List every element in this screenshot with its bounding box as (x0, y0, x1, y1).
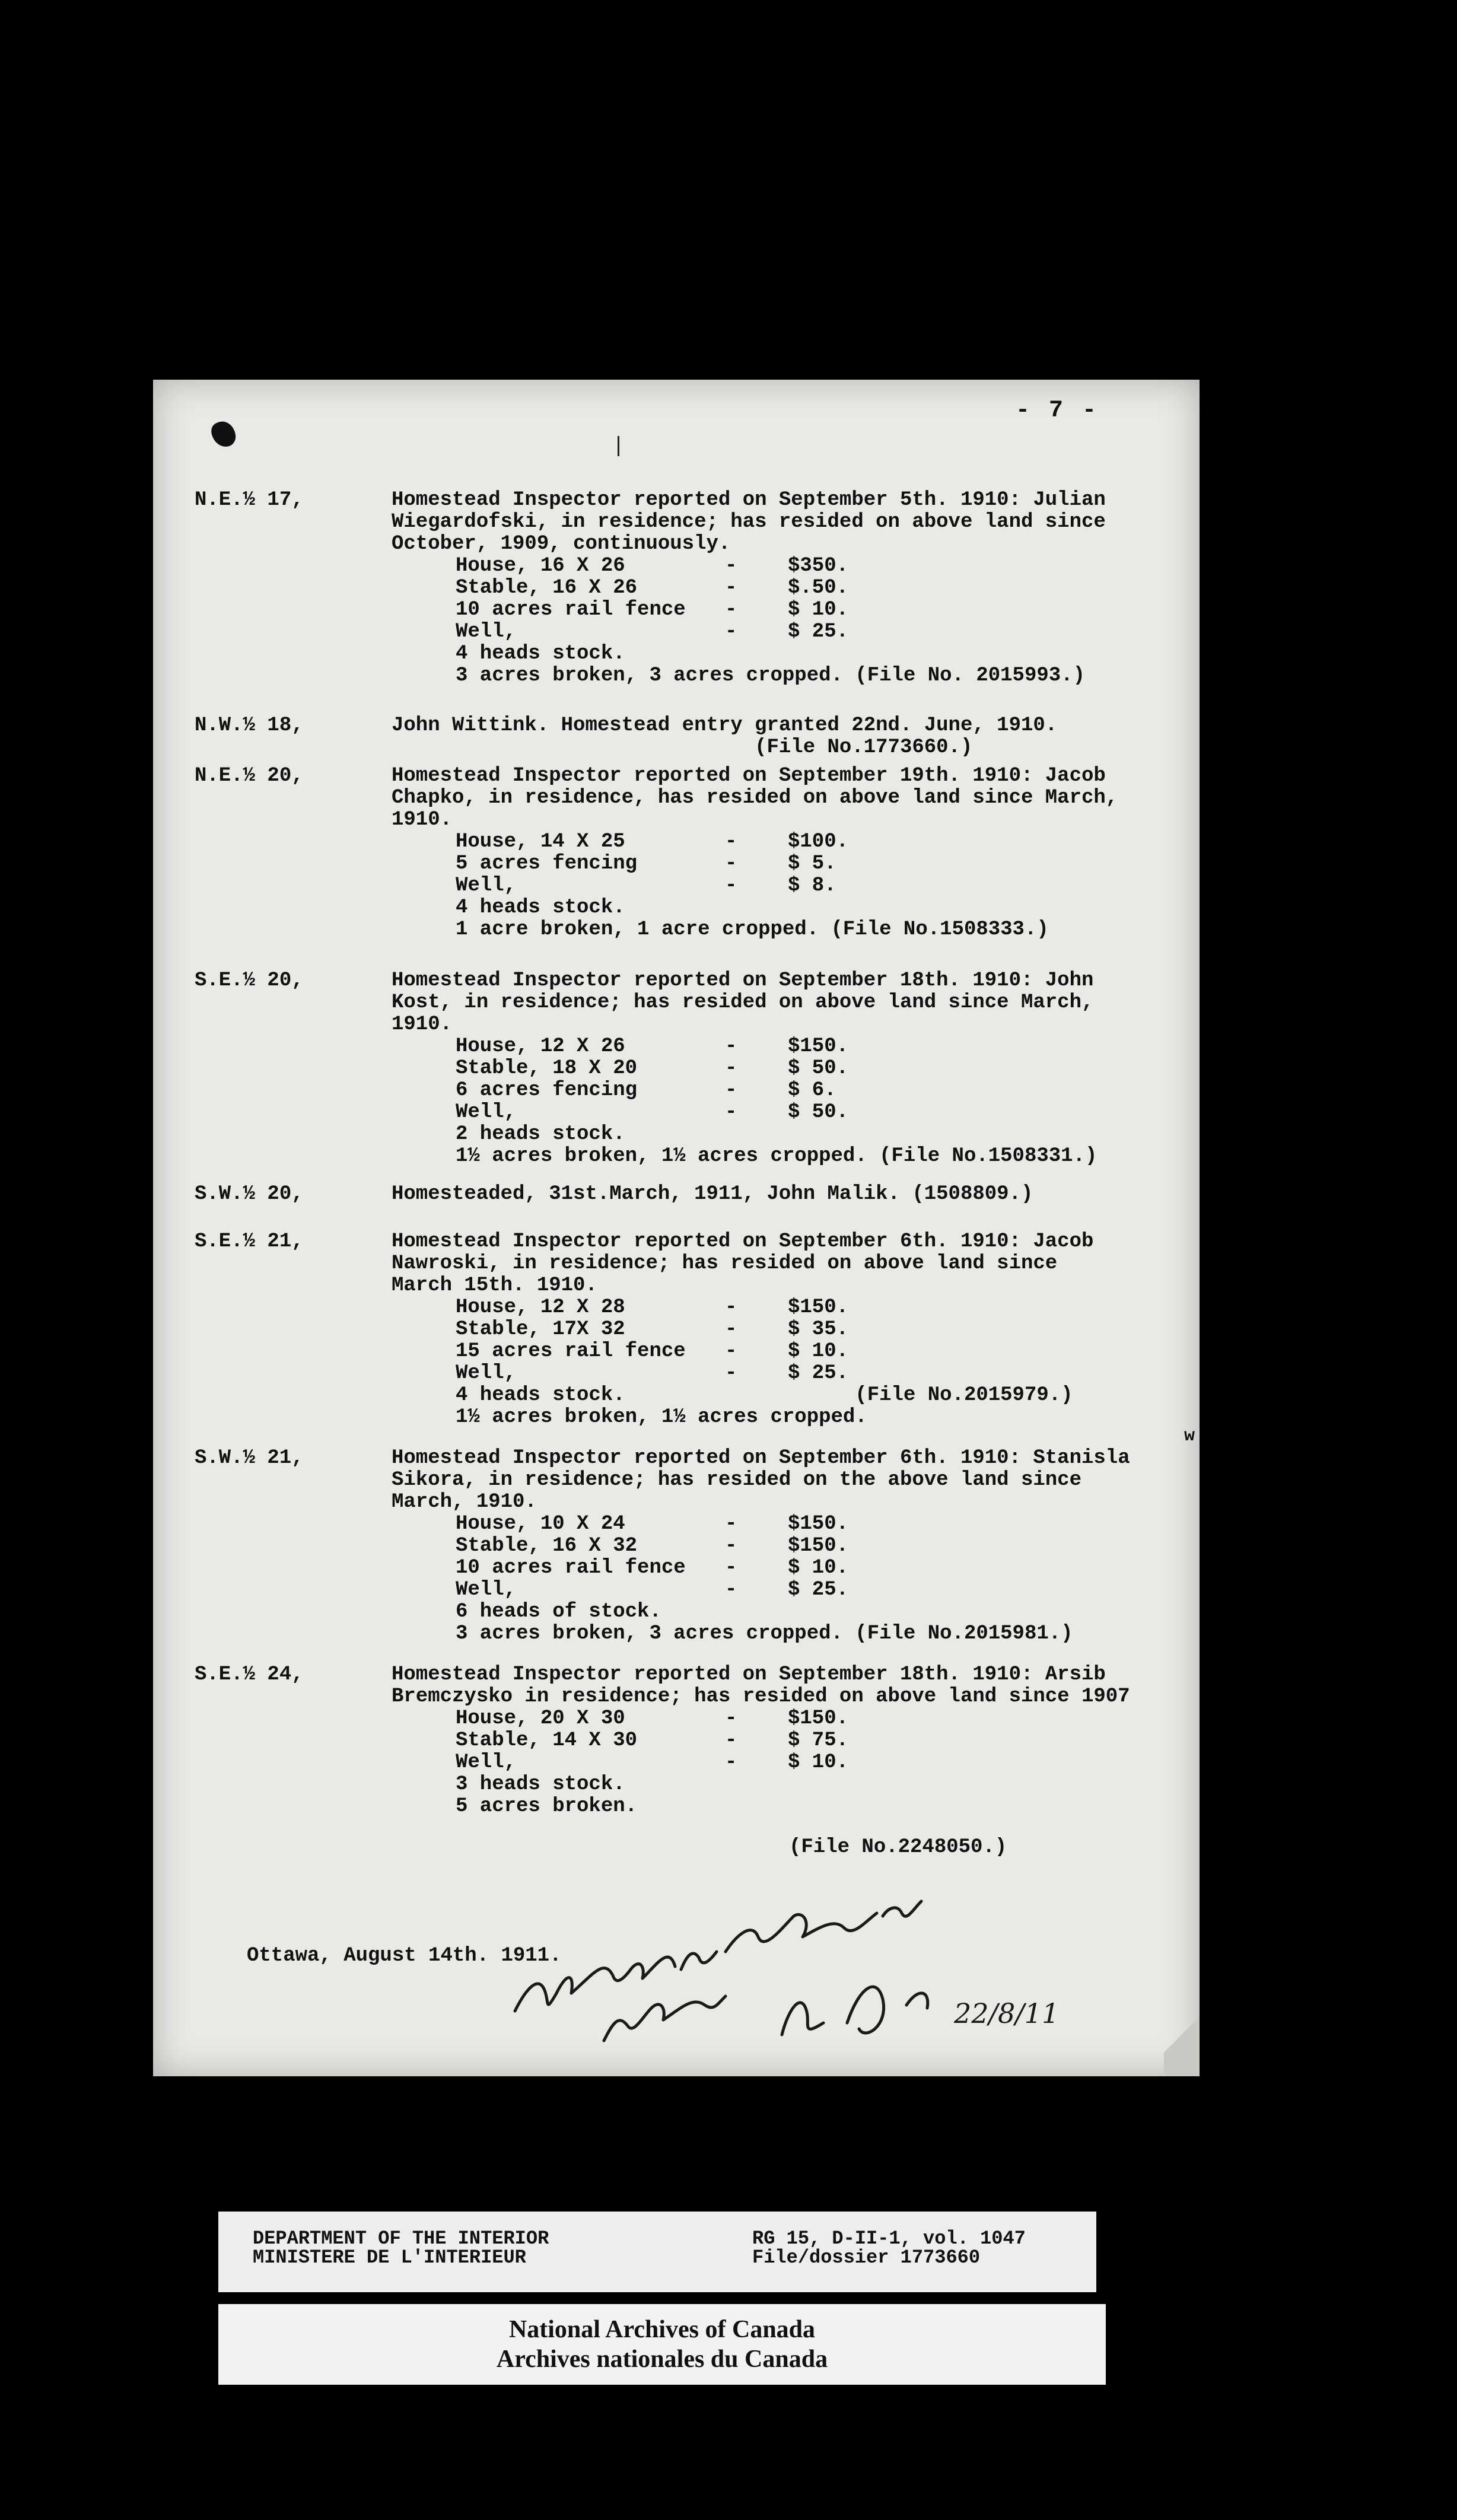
improvement-label: Well, (456, 1101, 517, 1124)
svg-text:22/8/11: 22/8/11 (954, 1997, 1060, 2029)
improvement-value: $ 25. (788, 621, 849, 643)
improvement-label: Stable, 18 X 20 (456, 1057, 638, 1080)
document-sheet (153, 380, 1200, 2076)
separator-dash: - (725, 555, 737, 577)
improvement-value: $150. (788, 1513, 849, 1535)
improvement-label: 5 acres fencing (456, 852, 638, 875)
file-dossier: File/dossier 1773660 (752, 2247, 981, 2268)
report-line: March, 1910. (392, 1491, 537, 1513)
separator-dash: - (725, 1729, 737, 1752)
separator-dash: - (725, 852, 737, 875)
separator-dash: - (725, 1707, 737, 1730)
report-line: Bremczysko in residence; has resided on above land since 1907 (392, 1685, 1130, 1708)
summary-line: 4 heads stock. (456, 642, 625, 665)
separator-dash: - (725, 1296, 737, 1319)
separator-dash: - (725, 874, 737, 897)
improvement-label: House, 14 X 25 (456, 831, 625, 853)
improvement-label: Stable, 16 X 32 (456, 1535, 638, 1557)
improvement-value: $ 25. (788, 1362, 849, 1385)
report-line: (File No.1773660.) (392, 736, 973, 759)
report-line: Homestead Inspector reported on September 6th. 1910: Stanisla (392, 1447, 1130, 1469)
report-line: Homestead Inspector reported on September 19th. 1910: Jacob (392, 765, 1106, 787)
improvement-value: $.50. (788, 577, 849, 599)
department-fr: MINISTERE DE L'INTERIEUR (253, 2247, 526, 2268)
stray-mark: w (1184, 1426, 1195, 1446)
improvement-label: Stable, 17X 32 (456, 1318, 625, 1341)
land-location: N.E.½ 17, (195, 489, 304, 511)
archives-name-fr: Archives nationales du Canada (496, 2346, 828, 2373)
improvement-value: $350. (788, 555, 849, 577)
record-group: RG 15, D-II-1, vol. 1047 (752, 2228, 1026, 2249)
archives-name-en: National Archives of Canada (508, 2316, 816, 2343)
improvement-label: 10 acres rail fence (456, 599, 686, 621)
improvement-label: House, 12 X 26 (456, 1035, 625, 1058)
report-line: Homestead Inspector reported on September 18th. 1910: John (392, 969, 1094, 992)
improvement-label: House, 12 X 28 (456, 1296, 625, 1319)
separator-dash: - (725, 831, 737, 853)
separator-dash: - (725, 1535, 737, 1557)
separator-dash: - (725, 577, 737, 599)
separator-dash: - (725, 1513, 737, 1535)
report-line: Sikora, in residence; has resided on the above land since (392, 1469, 1081, 1491)
improvement-label: 10 acres rail fence (456, 1557, 686, 1579)
archive-reference-stamp (218, 2212, 1096, 2292)
report-line: Homestead Inspector reported on September 6th. 1910: Jacob (392, 1230, 1094, 1253)
report-line: Homesteaded, 31st.March, 1911, John Malik. (1508809.) (392, 1183, 1033, 1205)
report-line: Nawroski, in residence; has resided on above land since (392, 1252, 1058, 1275)
improvement-label: Well, (456, 1579, 517, 1601)
report-line: 1910. (392, 809, 453, 831)
summary-line: 2 heads stock. (456, 1123, 625, 1146)
improvement-label: 15 acres rail fence (456, 1340, 686, 1363)
separator-dash: - (725, 1557, 737, 1579)
improvement-label: Well, (456, 621, 517, 643)
separator-dash: - (725, 1318, 737, 1341)
improvement-label: 6 acres fencing (456, 1079, 638, 1102)
report-line: Wiegardofski, in residence; has resided on above land since (392, 511, 1106, 533)
report-line: Chapko, in residence, has resided on above land since March, (392, 787, 1118, 809)
improvement-value: $ 50. (788, 1101, 849, 1124)
separator-dash: - (725, 1362, 737, 1385)
improvement-value: $150. (788, 1035, 849, 1058)
summary-line: 4 heads stock. (File No.2015979.) (456, 1384, 1073, 1407)
separator-dash: - (725, 599, 737, 621)
improvement-label: Well, (456, 1362, 517, 1385)
improvement-value: $ 10. (788, 599, 849, 621)
separator-dash: - (725, 1579, 737, 1601)
land-location: S.E.½ 20, (195, 969, 304, 992)
separator-dash: - (725, 1079, 737, 1102)
report-line: Homestead Inspector reported on September 5th. 1910: Julian (392, 489, 1106, 511)
improvement-label: Well, (456, 1751, 517, 1774)
summary-line: 3 heads stock. (456, 1773, 625, 1796)
department-en: DEPARTMENT OF THE INTERIOR (253, 2228, 549, 2249)
summary-line: 6 heads of stock. (456, 1601, 661, 1623)
report-line: October, 1909, continuously. (392, 533, 731, 555)
separator-dash: - (725, 1101, 737, 1124)
improvement-value: $ 75. (788, 1729, 849, 1752)
summary-line: 1½ acres broken, 1½ acres cropped. (456, 1406, 867, 1428)
page-number: - 7 - (1015, 397, 1099, 424)
improvement-value: $ 5. (788, 852, 836, 875)
summary-line: 4 heads stock. (456, 896, 625, 919)
improvement-label: Stable, 14 X 30 (456, 1729, 638, 1752)
summary-line: 3 acres broken, 3 acres cropped. (File No.2015981.) (456, 1622, 1073, 1645)
improvement-label: House, 20 X 30 (456, 1707, 625, 1730)
ink-blot (209, 418, 239, 450)
separator-dash: - (725, 1340, 737, 1363)
pen-mark (618, 436, 619, 456)
report-line: John Wittink. Homestead entry granted 22nd. June, 1910. (392, 714, 1058, 737)
report-line: Kost, in residence; has resided on above land since March, (392, 991, 1094, 1014)
improvement-value: $ 25. (788, 1579, 849, 1601)
improvement-label: Well, (456, 874, 517, 897)
land-location: S.E.½ 21, (195, 1230, 304, 1253)
improvement-value: $ 50. (788, 1057, 849, 1080)
improvement-label: Stable, 16 X 26 (456, 577, 638, 599)
separator-dash: - (725, 1035, 737, 1058)
report-line: March 15th. 1910. (392, 1274, 597, 1297)
separator-dash: - (725, 1751, 737, 1774)
improvement-label: House, 10 X 24 (456, 1513, 625, 1535)
improvement-value: $ 6. (788, 1079, 836, 1102)
report-line: 1910. (392, 1013, 453, 1036)
land-location: S.W.½ 20, (195, 1183, 304, 1205)
separator-dash: - (725, 1057, 737, 1080)
improvement-value: $ 8. (788, 874, 836, 897)
improvement-value: $ 10. (788, 1340, 849, 1363)
land-location: S.W.½ 21, (195, 1447, 304, 1469)
handwritten-signature (503, 1886, 1096, 2064)
improvement-value: $150. (788, 1296, 849, 1319)
final-file-number: (File No.2248050.) (789, 1836, 1007, 1859)
report-line: Homestead Inspector reported on September 18th. 1910: Arsib (392, 1663, 1106, 1686)
land-location: N.E.½ 20, (195, 765, 304, 787)
archives-banner (218, 2304, 1106, 2385)
date-line: Ottawa, August 14th. 1911. (247, 1945, 562, 1967)
improvement-value: $ 35. (788, 1318, 849, 1341)
land-location: N.W.½ 18, (195, 714, 304, 737)
improvement-value: $ 10. (788, 1557, 849, 1579)
improvement-value: $100. (788, 831, 849, 853)
land-location: S.E.½ 24, (195, 1663, 304, 1686)
summary-line: 3 acres broken, 3 acres cropped. (File No. 2015993.) (456, 664, 1085, 687)
summary-line: 1½ acres broken, 1½ acres cropped. (File No.1508331.) (456, 1145, 1097, 1167)
improvement-value: $ 10. (788, 1751, 849, 1774)
improvement-label: House, 16 X 26 (456, 555, 625, 577)
improvement-value: $150. (788, 1535, 849, 1557)
separator-dash: - (725, 621, 737, 643)
summary-line: 5 acres broken. (456, 1795, 638, 1818)
summary-line: 1 acre broken, 1 acre cropped. (File No.1508333.) (456, 918, 1049, 941)
improvement-value: $150. (788, 1707, 849, 1730)
